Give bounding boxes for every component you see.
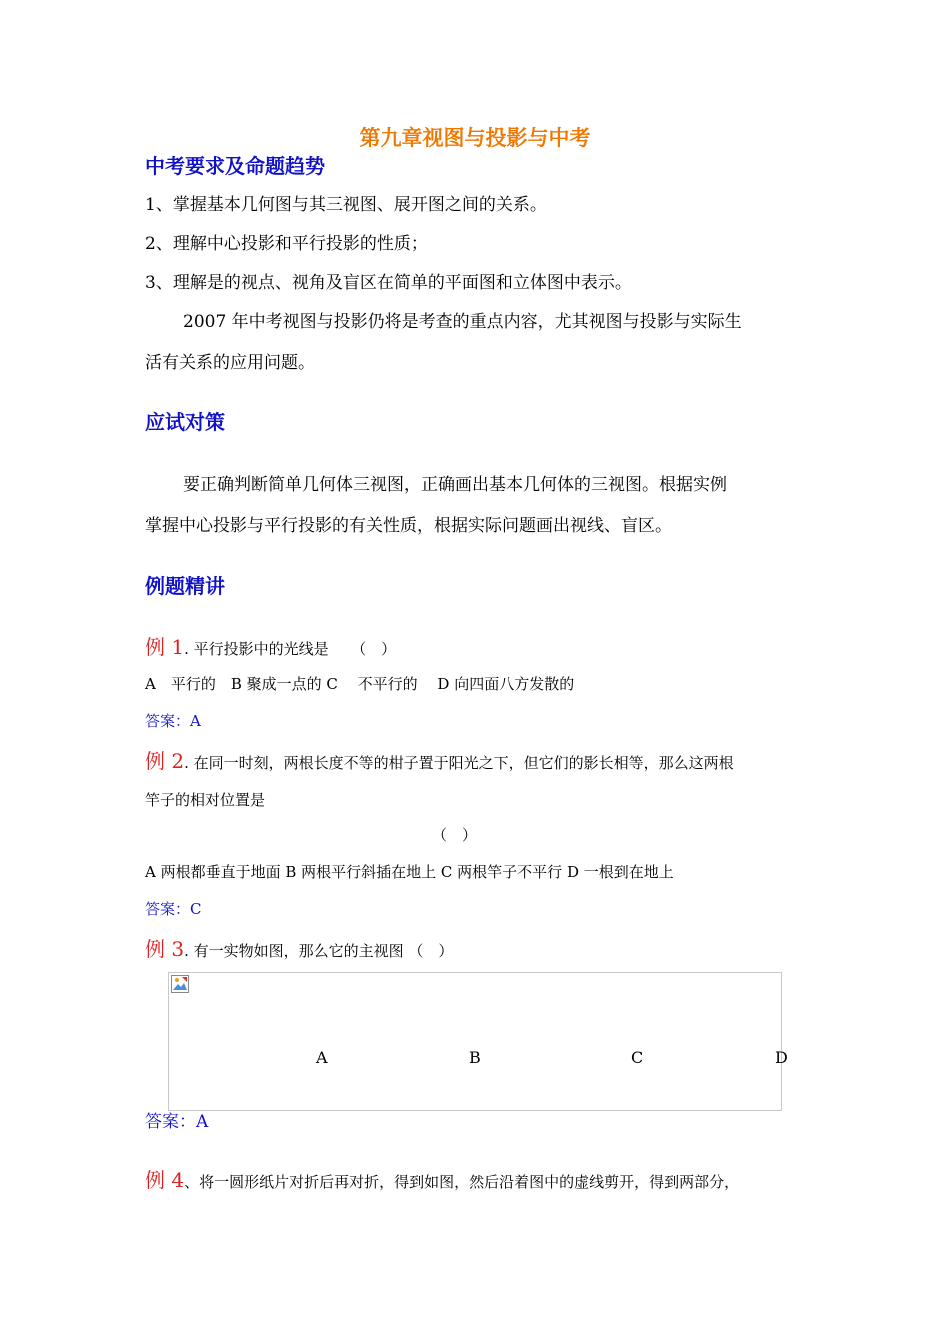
example-4-label: 例 4 [145, 1168, 185, 1192]
example-4-question [145, 1164, 739, 1193]
chapter-title: 第九章视图与投影与中考 [359, 126, 591, 150]
example-3-label: 例 3 [145, 937, 185, 961]
example-3-text: . 有一实物如图，那么它的主视图 （ ） [184, 942, 454, 960]
requirement-item-2: 2、理解中心投影和平行投影的性质； [145, 234, 428, 254]
figure-option-d: D [775, 1048, 788, 1067]
example-1-label: 例 1 [145, 635, 185, 659]
strategy-paragraph-line-2: 掌握中心投影与平行投影的有关性质，根据实际问题画出视线、盲区。 [145, 516, 672, 536]
example-2-text: . 在同一时刻，两根长度不等的柑子置于阳光之下，但它们的影长相等，那么这两根 [184, 754, 734, 772]
trend-paragraph-line-2: 活有关系的应用问题。 [145, 353, 315, 373]
heading-strategy: 应试对策 [145, 410, 225, 434]
requirement-item-3: 3、理解是的视点、视角及盲区在简单的平面图和立体图中表示。 [145, 273, 632, 293]
example-3-answer: 答案：A [145, 1112, 209, 1132]
example-1-answer: 答案：A [145, 712, 201, 730]
example-1-question [145, 631, 396, 660]
example-3-figure [168, 972, 782, 1111]
broken-image-icon [171, 975, 189, 993]
figure-option-b: B [469, 1048, 481, 1067]
example-3-question [145, 933, 453, 962]
example-1-options: A 平行的 B 聚成一点的 C 不平行的 D 向四面八方发散的 [145, 675, 575, 693]
figure-option-a: A [316, 1048, 328, 1067]
figure-option-c: C [631, 1048, 644, 1067]
example-2-bracket: （ ） [432, 826, 478, 844]
example-1-text: . 平行投影中的光线是 （ ） [184, 640, 397, 658]
heading-requirements: 中考要求及命题趋势 [145, 154, 325, 178]
example-2-question [145, 745, 734, 774]
example-2-options: A 两根都垂直于地面 B 两根平行斜插在地上 C 两根竿子不平行 D 一根到在地上 [145, 863, 674, 881]
strategy-paragraph-line-1: 要正确判断简单几何体三视图，正确画出基本几何体的三视图。根据实例 [183, 475, 727, 495]
trend-paragraph-line-1: 2007 年中考视图与投影仍将是考查的重点内容，尤其视图与投影与实际生 [183, 312, 742, 332]
example-2-label: 例 2 [145, 749, 185, 773]
requirement-item-1: 1、掌握基本几何图与其三视图、展开图之间的关系。 [145, 195, 547, 215]
example-4-text: 、将一圆形纸片对折后再对折，得到如图，然后沿着图中的虚线剪开，得到两部分， [184, 1173, 740, 1191]
heading-examples: 例题精讲 [145, 574, 225, 598]
example-2-question-line-2: 竿子的相对位置是 [145, 791, 266, 809]
example-2-answer: 答案：C [145, 900, 202, 918]
